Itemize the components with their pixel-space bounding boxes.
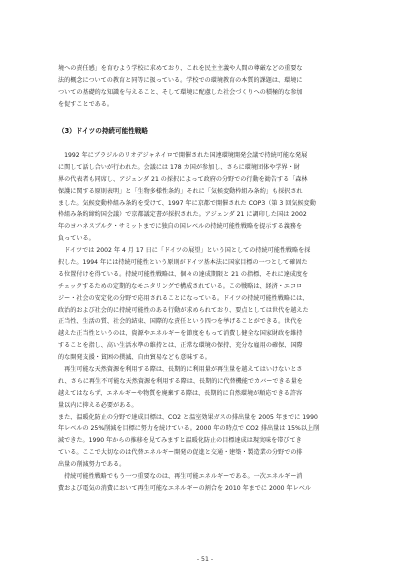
text-line: 減できた。1990 年からの推移を見てみますと温暖化防止の目標達成は現実味を帯びてき bbox=[58, 437, 302, 445]
text-line: に関して話し合いが行われた。会議には 178 カ国が参加し、さらに環境団体や学界・財 bbox=[58, 163, 300, 171]
text-line: 再生可能な天然資源を利用する際は、長期的に利用量が再生量を越えてはいけないとさ bbox=[58, 366, 303, 374]
text-line: 年のヨハネスブルク・サミットまでに独自の国レベルの持続可能性戦略を提示する義務を bbox=[58, 223, 303, 231]
page-number: - 51 - bbox=[196, 556, 214, 563]
text-line: 1992 年にブラジルのリオデジャネイロで開催された国連環境開発会議で持続可能な発展 bbox=[58, 152, 308, 159]
text-line: 年レベルの 25%削減を目標に努力を続けている。2000 年の時点で CO2 排出量は 15%以上削 bbox=[58, 425, 320, 433]
text-line: 量以内に抑える必要がある。 bbox=[58, 401, 138, 409]
text-line: 界の代表者も同席し、アジェンダ 21 の採択によって政府の分野での行動を勧告する「森林 bbox=[58, 175, 308, 183]
text-line: 出量の削減努力である。 bbox=[58, 461, 126, 469]
text-line: ドイツでは 2002 年 4 月 17 日に「ドイツの展望」という国としての持続可能性戦略を採 bbox=[58, 247, 311, 255]
text-line: 政治的および社会的に持続可能性のある行動が求められており、要点としては世代を越えた bbox=[58, 306, 309, 314]
text-line: チェックするための定期的なモニタリングで構成されている。この戦略は、経済・エコロ bbox=[58, 282, 303, 290]
text-line: 持続可能性戦略でもう一つ重要なのは、再生可能エネルギーである。一次エネルギー消 bbox=[58, 473, 303, 481]
text-line: 負っている。 bbox=[58, 235, 95, 243]
text-line: 越えてはならず、エネルギーや物質を廃棄する際は、長期的に自然環境が順応できる許容 bbox=[58, 389, 303, 397]
text-line: れ、さらに再生不可能な天然資源を利用する際は、長期的に代替機能でカバーできる量を bbox=[58, 377, 303, 385]
text-line: ました。気候変動枠組み条約を受けて、1997 年に京都で開催された COP3（第 3 回気候変動 bbox=[58, 199, 316, 207]
text-line: ている。ここで大切なのは代替エネルギー開発の促進と交通・建築・製造業の分野での排 bbox=[58, 449, 303, 457]
text-line: 枠組み条約締約国会議）で京都議定書が採択された。アジェンダ 21 に調印した国は 2002 bbox=[58, 211, 307, 219]
text-line: また、温暖化防止の分野で達成目標は、CO2 と温室効果ガスの排出量を 2005 年までに 1990 bbox=[58, 413, 318, 421]
text-line: ジー・社会の安定化の分野で応用されることになっている。ドイツの持続可能性戦略には、 bbox=[58, 294, 309, 302]
text-line: 境への責任感」を育むよう学校に求めており、これを民主主義や人間の尊厳などの重要な bbox=[58, 65, 303, 72]
section-heading: （3）ドイツの持続可能性戦略 bbox=[58, 127, 148, 135]
text-line: することを指し、高い生活水準の維持とは、正常な環境の保持、充分な雇用の確保、国際 bbox=[58, 342, 303, 350]
intro-paragraph bbox=[58, 63, 352, 111]
text-line: 越えた正当性というのは、資源やエネルギーを節度をもって消費し健全な国家財政を維持 bbox=[58, 330, 303, 338]
body-text bbox=[58, 150, 352, 495]
text-line: を促すことである。 bbox=[58, 100, 114, 108]
text-line: 費および電気の消費において再生可能なエネルギーの割合を 2010 年までに 2000 年レベル bbox=[58, 484, 311, 492]
text-line: 的な開発支援・貧困の撲滅、自由貿易なども意味する。 bbox=[58, 354, 211, 362]
text-line: 択した。1994 年には持続可能性という原則がドイツ基本法に国家目標の一つとして確固た bbox=[58, 259, 308, 267]
text-line: ついての基礎的な知識を与えること、そして環境に配慮した社会づくりへの積極的な参加 bbox=[58, 88, 303, 96]
text-line: 法的概念についての教育と同等に扱っている。学校での環境教育の本質的課題は、環境に bbox=[58, 76, 303, 84]
text-line: る位置付けを得ている。持続可能性戦略は、個々の達成期限と 21 の指標、それに達成度を bbox=[58, 270, 309, 278]
text-line: 正当性、生活の質、社会的結束、国際的な責任という四つを挙げることができる。世代を bbox=[58, 318, 303, 326]
text-line: 保護に関する原則表明」と「生物多様性条約」それに「気候変動枠組み条約」も採択され bbox=[58, 187, 303, 195]
